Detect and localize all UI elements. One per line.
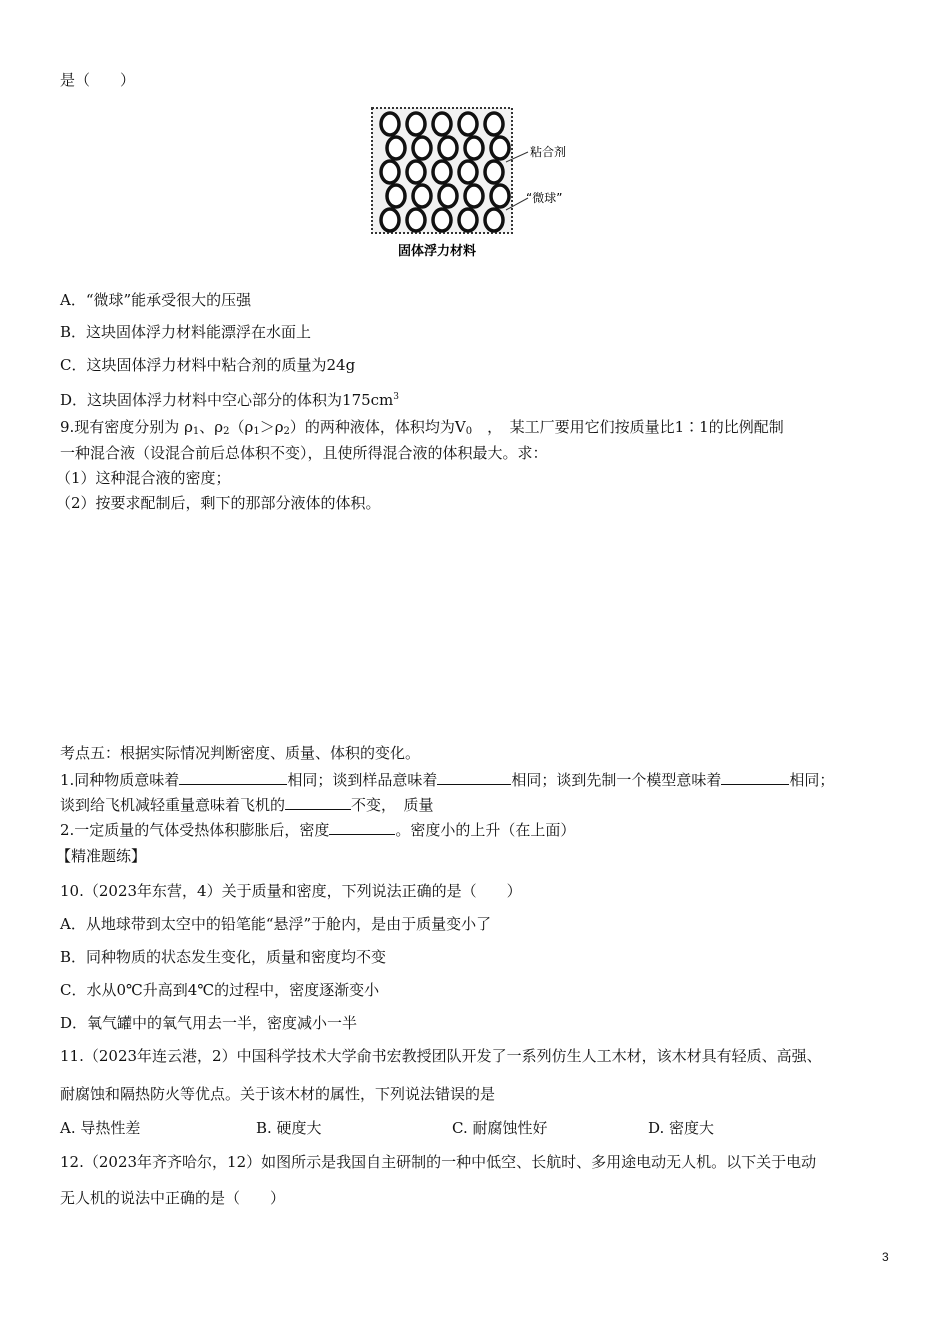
- microsphere: [491, 137, 509, 159]
- solid-buoyancy-material-figure: [360, 100, 590, 260]
- microsphere: [387, 185, 405, 207]
- page-number: 3: [882, 1250, 889, 1264]
- microsphere: [485, 209, 503, 231]
- microsphere: [413, 137, 431, 159]
- q11-options: [60, 1118, 714, 1138]
- answer-blank[interactable]: [285, 794, 351, 810]
- q8-option-d: D．这块固体浮力材料中空心部分的体积为$175cm^3$: [60, 391, 400, 409]
- answer-blank[interactable]: [329, 819, 395, 835]
- q9-stem-line1: 9.现有密度分别为 $\rho_1$、$\rho_2(\rho_1>\rho_2)$的两种液体，体积均为$V_0$ ， 某工厂要用它们按质量比1∶1的比例配制: [60, 418, 784, 437]
- q11-option-b: B. 硬度大: [256, 1119, 322, 1137]
- binder-label: 粘合剂: [530, 145, 567, 159]
- answer-blank[interactable]: [437, 769, 511, 785]
- q12-stem-line2: 无人机的说法中正确的是（ ）: [60, 1189, 286, 1207]
- microsphere: [433, 161, 451, 183]
- q11-option-a: A. 导热性差: [60, 1119, 141, 1137]
- q9-stem-line2: 一种混合液（设混合前后总体积不变），且使所得混合液的体积最大。求：: [60, 444, 548, 462]
- microsphere: [459, 113, 477, 135]
- q12-stem-line1: 12.（2023年齐齐哈尔，12）如图所示是我国自主研制的一种中低空、长航时、多用途电动无人机。以下关于电动: [60, 1153, 817, 1171]
- q9-sub2: （2）按要求配制后，剩下的那部分液体的体积。: [56, 494, 381, 512]
- microsphere: [491, 185, 509, 207]
- answer-blank[interactable]: [179, 769, 287, 785]
- microsphere: [413, 185, 431, 207]
- answer-blank[interactable]: [721, 769, 789, 785]
- q8-option-c: C．这块固体浮力材料中粘合剂的质量为24g: [60, 356, 356, 374]
- q10-option-c: C．水从0℃升高到4℃的过程中，密度逐渐变小: [60, 981, 380, 999]
- q10-stem: 10.（2023年东营，4）关于质量和密度，下列说法正确的是（ ）: [60, 882, 522, 900]
- q11-option-d: D. 密度大: [648, 1119, 715, 1137]
- microsphere: [407, 113, 425, 135]
- microsphere: [407, 209, 425, 231]
- microsphere: [459, 209, 477, 231]
- q10-option-a: A．从地球带到太空中的铅笔能“悬浮”于舱内，是由于质量变小了: [60, 915, 492, 933]
- kp5-line2: 谈到给飞机减轻重量意味着飞机的 不变， 质量: [60, 796, 434, 814]
- microsphere: [485, 113, 503, 135]
- microsphere: [439, 185, 457, 207]
- microsphere: [465, 185, 483, 207]
- microsphere-label: “微球”: [526, 191, 563, 205]
- microsphere: [439, 137, 457, 159]
- q10-option-d: D．氧气罐中的氧气用去一半，密度减小一半: [60, 1014, 358, 1032]
- q8-option-a: A．“微球”能承受很大的压强: [60, 291, 252, 309]
- microsphere: [465, 137, 483, 159]
- microsphere: [407, 161, 425, 183]
- microsphere: [387, 137, 405, 159]
- q9-sub1: （1）这种混合液的密度；: [56, 469, 231, 487]
- microsphere: [433, 113, 451, 135]
- microsphere: [381, 209, 399, 231]
- q11-stem-line2: 耐腐蚀和隔热防火等优点。关于该木材的属性，下列说法错误的是: [60, 1085, 496, 1103]
- q8-option-b: B．这块固体浮力材料能漂浮在水面上: [60, 323, 312, 341]
- q8-tail: 是（ ）: [60, 71, 136, 89]
- q11-option-c: C. 耐腐蚀性好: [452, 1119, 548, 1137]
- section-practice-heading: 【精准题练】: [56, 847, 147, 865]
- microsphere: [381, 161, 399, 183]
- microsphere: [485, 161, 503, 183]
- kp5-line3: 2.一定质量的气体受热体积膨胀后，密度 。密度小的上升（在上面）: [60, 821, 576, 839]
- figure-caption: 固体浮力材料: [398, 244, 477, 259]
- kp5-line1: 1.同种物质意味着 相同；谈到样品意味着 相同；谈到先制一个模型意味着 相同；: [60, 771, 835, 789]
- q11-stem-line1: 11.（2023年连云港，2）中国科学技术大学俞书宏教授团队开发了一系列仿生人工木材，该木材具有轻质、高强、: [60, 1047, 822, 1065]
- microsphere: [459, 161, 477, 183]
- q10-option-b: B．同种物质的状态发生变化，质量和密度均不变: [60, 948, 387, 966]
- microsphere: [381, 113, 399, 135]
- kp5-title: 考点五：根据实际情况判断密度、质量、体积的变化。: [60, 744, 421, 762]
- microsphere: [433, 209, 451, 231]
